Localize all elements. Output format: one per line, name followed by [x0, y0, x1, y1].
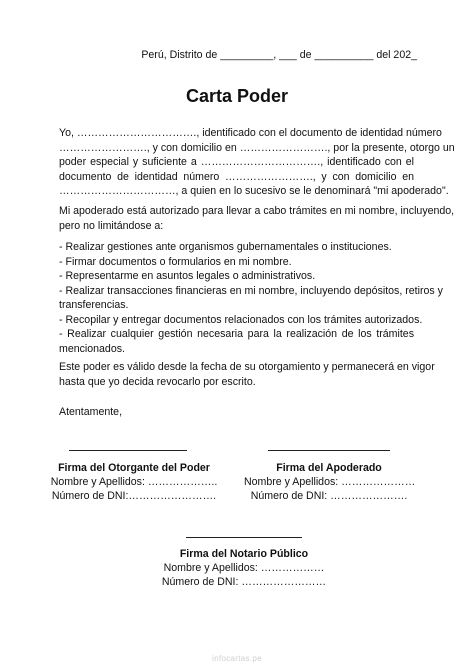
- authorized-actions-list: [59, 240, 443, 356]
- grantor-signature-title: Firma del Otorgante del Poder: [58, 462, 210, 474]
- document-title: Carta Poder: [185, 86, 289, 106]
- list-item: - Realizar gestiones ante organismos gubernamentales o instituciones.: [59, 241, 392, 253]
- intro-line: documento de identidad número ……………………., y con domicilio en: [59, 170, 414, 183]
- intro-line-last: ……………………………, a quien en lo sucesivo se le denominará "mi apoderado".: [59, 185, 449, 197]
- intro-paragraph: [59, 126, 455, 199]
- validity-line: Este poder es válido desde la fecha de su otorgamiento y permanecerá en vigor: [59, 361, 435, 373]
- list-item: - Representarme en asuntos legales o administrativos.: [59, 270, 316, 282]
- notary-signature-title: Firma del Notario Público: [179, 548, 309, 560]
- closing-text: Atentamente,: [59, 406, 123, 418]
- validity-line: hasta que yo decida revocarlo por escrito.: [59, 375, 256, 388]
- authorization-line: pero no limitándose a:: [59, 219, 164, 232]
- list-item: - Recopilar y entregar documentos relacionados con los trámites autorizados.: [59, 313, 423, 326]
- list-item: - Firmar documentos o formularios en mi nombre.: [59, 255, 292, 268]
- notary-dni-field: Número de DNI: ……………………: [161, 575, 327, 588]
- list-item-continuation: transferencias.: [59, 299, 129, 311]
- notary-signature-block: [154, 548, 334, 589]
- notary-signature-line: [186, 537, 302, 538]
- attorney-dni-field: Número de DNI: ………………….: [250, 489, 408, 502]
- list-item-continuation: mencionados.: [59, 342, 125, 355]
- list-item: - Realizar cualquier gestión necesaria para la realización de los trámites: [59, 328, 414, 340]
- validity-paragraph: [59, 360, 435, 389]
- attorney-signature-title: Firma del Apoderado: [276, 462, 382, 474]
- authorization-paragraph: [59, 204, 455, 233]
- attorney-signature-block: [244, 462, 414, 503]
- notary-name-field: Nombre y Apellidos: ………………: [163, 561, 325, 574]
- watermark: infocartas.pe: [212, 654, 262, 663]
- date-line: Perú, Distrito de _________, ___ de __________ del 202_: [141, 49, 417, 61]
- grantor-signature-block: [44, 462, 224, 503]
- grantor-signature-line: [69, 450, 187, 451]
- attorney-name-field: Nombre y Apellidos: …………………: [244, 475, 416, 488]
- authorization-line: Mi apoderado está autorizado para llevar a cabo trámites en mi nombre, incluyendo,: [59, 205, 455, 217]
- grantor-dni-field: Número de DNI:…………………….: [51, 489, 217, 502]
- attorney-signature-line: [268, 450, 390, 451]
- list-item: - Realizar transacciones financieras en mi nombre, incluyendo depósitos, retiros y: [59, 284, 443, 297]
- intro-line: Yo, ……………………………., identificado con el documento de identidad número: [59, 127, 442, 139]
- intro-line: ……………………., y con domicilio en ……………………., por la presente, otorgo un: [59, 141, 455, 154]
- grantor-name-field: Nombre y Apellidos: ………………..: [50, 475, 218, 488]
- intro-line: poder especial y suficiente a ……………………………., identificado con el: [59, 156, 414, 168]
